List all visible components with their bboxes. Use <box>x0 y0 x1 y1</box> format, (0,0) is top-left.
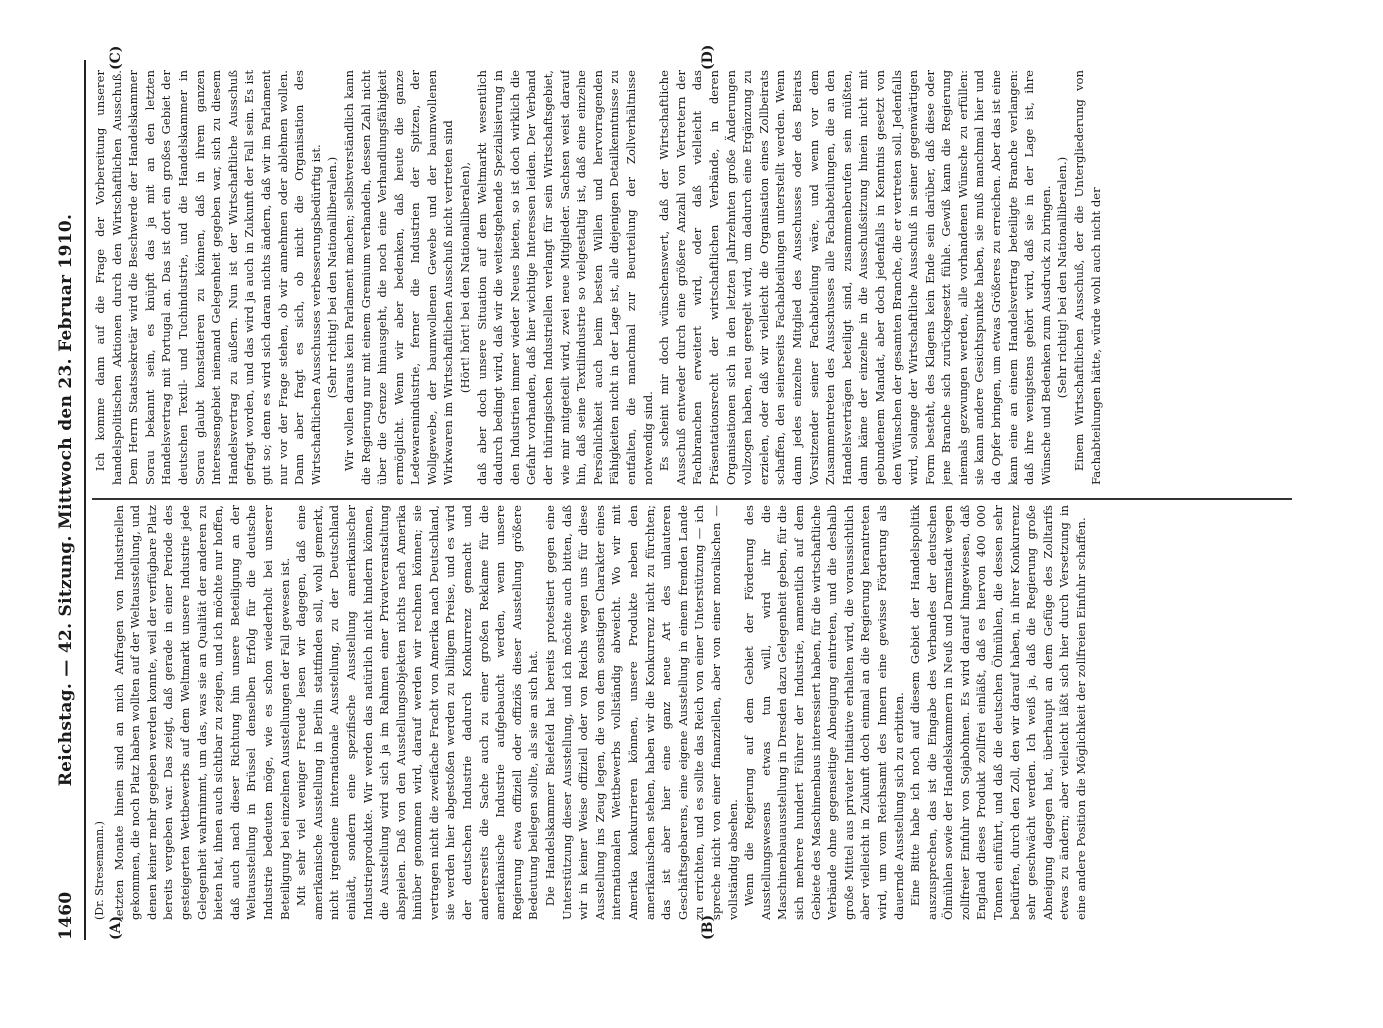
paragraph: daß aber doch unsere Situation auf dem Weltmarkt wesentlich dadurch bedingt wird, daß wir die weitestgehende Spezialisierung in den Industrien immer wieder Neues bieten, so ist doch wirklich die Gefahr vorhanden, daß hier wichtige Interessen leiden. Der Verband der thüringischen Industriellen verlangt für sein Wirtschaftsgebiet, wie mir mitgeteilt wird, zwei neue Mitglieder. Sachsen weist darauf hin, daß seine Textilindustrie so vielgestaltig ist, daß eine einzelne Persönlichkeit auch beim besten Willen und hervorragenden Fähigkeiten nicht in der Lage ist, alle diejenigen Detailkenntnisse zu entfalten, die manchmal zur Beurteilung der Zollverhältnisse notwendig sind. <box>474 70 655 485</box>
interjection: (Sehr richtig! bei den Nationalliberalen.) <box>1055 156 1070 399</box>
left-column <box>92 505 1292 920</box>
paragraph: Eine Bitte habe ich noch auf diesem Gebiet der Handelspolitik auszusprechen, das ist die Eingabe des Verbandes der deutschen Ölmühlen sowie der Handelskammern in Neuß und Darmstadt wegen zollfreier Einfuhr von Sojabohnen. Es wird darauf hingewiesen, daß England dieses Produkt zollfrei einläßt, daß es hiervon 400 000 Tonnen einführt, und daß die deutschen Ölmühlen, die dessen sehr bedürfen, durch den Zoll, den wir darauf haben, in ihrer Konkurrenz sehr geschwächt werden. Ich weiß ja, daß die Regierung große Abneigung dagegen hat, überhaupt an dem Gefüge des Zolltarifs etwas zu ändern; aber vielleicht läßt sich hier durch Versetzung in eine andere Position die Möglichkeit der zollfreien Einfuhr schaffen. <box>908 505 1089 920</box>
paragraph: Einem Wirtschaftlichen Ausschuß, der die Untergliederung von Fachabteilungen hätte, würde wohl auch nicht der <box>1072 70 1103 485</box>
page-title: Reichstag. — 42. Sitzung. Mittwoch den 23. Februar 1910. <box>56 213 76 787</box>
paragraph: Mit sehr viel weniger Freude lesen wir dagegen, daß eine amerikanische Ausstellung in Berlin stattfinden soll, wohl gemerkt, nicht irgendeine internationale Ausstellung, zu der Deutschland einlädt, sondern eine spezifische Ausstellung amerikanischer Industrieprodukte. Wir werden das natürlich nicht hindern können, die Ausstellung wird sich ja im Rahmen einer Privatveranstaltung abspielen. Daß von den Ausstellungsobjekten nichts nach Amerika hinüber genommen wird, darauf werden wir rechnen können; sie vertragen nicht die zweifache Fracht von Amerika nach Deutschland, sie werden hier abgestoßen werden zu billigem Preise, und es wird der deutschen Industrie dadurch Konkurrenz gemacht und andererseits die Sache auch zu einer großen Reklame für die amerikanische Industrie aufgebaucht werden, wenn unsere Regierung etwa offiziell oder offiziös dieser Ausstellung größere Bedeutung beilegen sollte, als sie an sich hat. <box>294 505 541 920</box>
header-rule <box>84 60 86 940</box>
paragraph: letzten Monate hinein sind an mich Anfragen von Industriellen gekommen, die noch Platz haben wollten auf der Weltausstellung, und denen keiner mehr gegeben werden konnte, weil der verfügbare Platz bereits vergeben war. Das zeigt, daß gerade in einer Periode des gesteigerten Wettbewerbs auf dem Weltmarkt unsere Industrie jede Gelegenheit wahrnimmt, um das, was sie an Qualität der anderen zu bieten hat, ihnen auch sichtbar zu zeigen, und ich möchte nur hoffen, daß auch nach dieser Richtung hin unsere Beteiligung an der Weltausstellung in Brüssel denselben Erfolg für die deutsche Industrie bedeuten möge, wie es schon wiederholt bei unserer Beteiligung bei einzelnen Ausstellungen der Fall gewesen ist. <box>111 505 292 920</box>
column-divider <box>92 498 1292 500</box>
right-column <box>92 70 1292 485</box>
page-number: 1460 <box>56 891 76 940</box>
margin-mark-b: (B) <box>700 914 716 940</box>
paragraph: Die Handelskammer Bielefeld hat bereits protestiert gegen eine Unterstützung dieser Ausstellung, und ich möchte auch bitten, daß wir in keiner Weise offiziell oder von Reichs wegen uns für diese Ausstellung ins Zeug legen, die von dem sonstigen Charakter eines internationalen Wettbewerbs vollständig abweicht. Wo wir mit Amerika konkurrieren können, unsere Produkte neben den amerikanischen stehen, haben wir die Konkurrenz nicht zu fürchten; das ist aber hier eine ganz neue Art des unlauteren Geschäftsgebarens, eine eigene Ausstellung in einem fremden Lande zu errichten, und es sollte das Reich von einer Unterstützung — ich spreche nicht von einer finanziellen, aber von einer moralischen — vollständig absehen. <box>543 505 740 920</box>
paragraph: Wir wollen daraus kein Parlament machen; selbstverständlich kann die Regierung nur mit einem Gremium verhandeln, dessen Zahl nicht über die Grenze hinausgeht, die noch eine Verhandlungsfähigkeit ermöglicht. Wenn wir aber bedenken, daß heute die ganze Ledewarenindustrie, ferner die Industrien der Spitzen, der Wollgewebe, der baumwollenen Gewebe und der baumwollenen Wirkwaren im Wirtschaftlichen Ausschuß nicht vertreten sind <box>341 70 456 485</box>
margin-mark-d: (D) <box>700 44 716 70</box>
interjection: (Sehr richtig! bei den Nationalliberalen.) <box>325 156 340 399</box>
interjection: (Hört! hört! bei den Nationalliberalen), <box>458 161 473 394</box>
paragraph: Es scheint mir doch wünschenswert, daß der Wirtschaftliche Ausschuß entweder durch eine größere Anzahl von Vertretern der Fachbranchen erweitert wird, oder daß vielleicht das Präsentationsrecht der wirtschaftlichen Verbände, in deren Organisationen sich in den letzten Jahrzehnten große Änderungen vollzogen haben, neu geregelt wird, um dadurch eine Ergänzung zu erzielen, oder daß wir vielleicht die Organisation eines Zollbeirats schaffen, den seinerseits Fachabteilungen unterstellt werden. Wenn dann jedes einzelne Mitglied des Ausschusses oder des Beirats Vorsitzender seiner Fachabteilung wäre, und wenn vor dem Zusammentreten des Ausschusses alle Fachabteilungen, die an den Handelsverträgen beteiligt sind, zusammenberufen sein müßten, dann käme der einzelne in die Ausschußsitzung hinein nicht mit gebundenem Mandat, aber doch jedenfalls in Kenntnis gesetzt von den Wünschen der gesamten Branche, die er vertreten soll. Jedenfalls wird, solange der Wirtschaftliche Ausschuß in seiner gegenwärtigen Form besteht, des Klagens kein Ende sein darüber, daß diese oder jene Branche sich zurückgesetzt fühle. Gewiß kann die Regierung niemals gezwungen werden, alle vorhandenen Wünsche zu erfüllen: sie kann andere Gesichtspunkte haben, sie muß manchmal hier und da Opfer bringen, um etwas Größeres zu erreichen. Aber das ist eine kann eine an einem Handelsvertrag beteiligte Branche verlangen: daß ihre wenigstens gehört wird, daß sie in der Lage ist, ihre Wünsche und Bedenken zum Ausdruck zu bringen. <box>657 70 1053 485</box>
paragraph: Ich komme dann auf die Frage der Vorbereitung unserer handelspolitischen Aktionen durch den Wirtschaftlichen Ausschuß. Dem Herrn Staatssekretär wird die Beschwerde der Handelskammer Sorau bekannt sein, es knüpft das ja mit an den letzten Handelsvertrag mit Portugal an. Das ist dort ein großes Gebiet der deutschen Textil- und Tuchindustrie, und die Handelskammer in Sorau glaubt konstatieren zu können, daß in ihrem ganzen Interessengebiet niemand Gelegenheit gegeben war, sich zu diesem Handelsvertrag zu äußern. Nun ist der Wirtschaftliche Ausschuß gefragt worden, und das wird ja auch in Zukunft der Fall sein. Es ist gut so; denn es wird sich daran nichts ändern, daß wir im Parlament nur vor der Frage stehen, ob wir annehmen oder ablehnen wollen. Dann aber fragt es sich, ob nicht die Organisation des Wirtschaftlichen Ausschusses verbesserungsbedürftig ist. <box>93 70 323 485</box>
page-header <box>56 60 80 940</box>
margin-mark-c: (C) <box>108 45 124 70</box>
paragraph: Wenn die Regierung auf dem Gebiet der Förderung des Ausstellungswesens etwas tun will, wird ihr die Maschinenbauausstellung in Dresden dazu Gelegenheit geben, für die sich mehrere hundert Führer der Industrie, namentlich auf dem Gebiete des Maschinenbaus interessiert haben, für die wirtschaftliche Verbände ohne gegenseitige Abneigung eintreten, und die deshalb große Mittel aus privater Initiative erhalten wird, die voraussichtlich aber vielleicht in Zukunft doch einmal an die Regierung herantreten wird, um vom Reichsamt des Innern eine gewisse Förderung als dauernde Ausstellung sich zu erbitten. <box>742 505 906 920</box>
margin-mark-a: (A) <box>108 915 124 940</box>
speaker-label: (Dr. Stresemann.) <box>93 821 106 920</box>
